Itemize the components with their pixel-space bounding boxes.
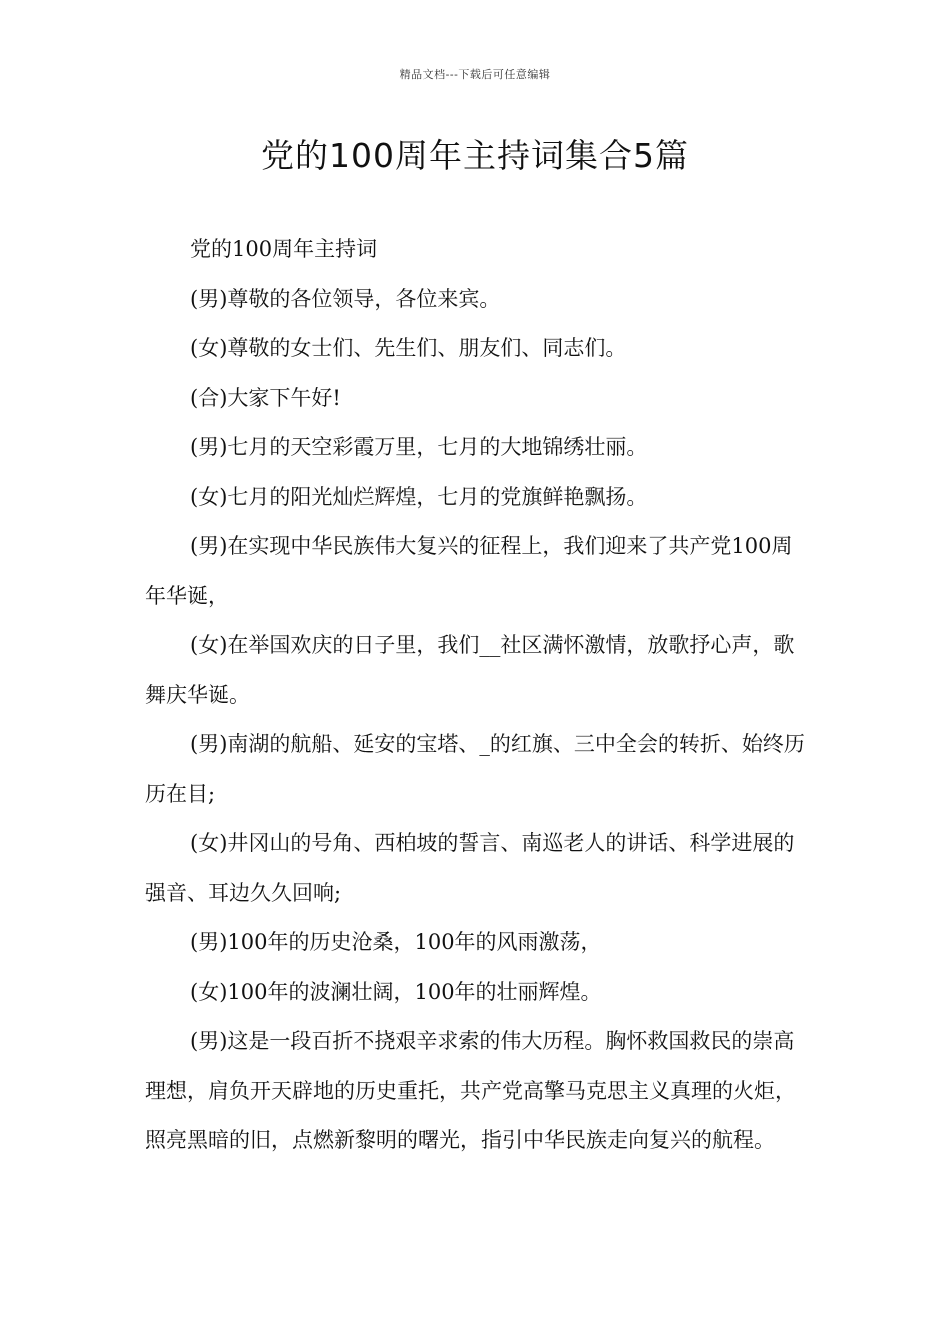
header-note: 精品文档---下载后可任意编辑 (399, 68, 551, 81)
document-title: 党的100周年主持词集合5篇 (261, 136, 689, 175)
body-paragraph: (男)100年的历史沧桑，100年的风雨激荡， (190, 930, 602, 954)
body-paragraph: (男)这是一段百折不挠艰辛求索的伟大历程。胸怀救国救民的崇高理想，肩负开天辟地的历史重托，共产党高擎马克思主义真理的火炬，照亮黑暗的旧，点燃新黎明的曙光，指引中华民族走向复兴的航程。 (145, 1029, 796, 1152)
body-paragraph: (男)尊敬的各位领导，各位来宾。 (190, 286, 501, 311)
body-paragraph: (男)七月的天空彩霞万里，七月的大地锦绣壮丽。 (190, 435, 648, 459)
body-paragraph: (合)大家下午好! (190, 385, 341, 410)
body-paragraph: (女)100年的波澜壮阔，100年的壮丽辉煌。 (190, 979, 602, 1004)
document-body (145, 225, 810, 1166)
body-paragraph: (女)在举国欢庆的日子里，我们__社区满怀激情，放歌抒心声，歌舞庆华诞。 (145, 633, 795, 707)
body-paragraph: (女)尊敬的女士们、先生们、朋友们、同志们。 (190, 336, 627, 360)
body-paragraph: (男)南湖的航船、延安的宝塔、_的红旗、三中全会的转折、始终历历在目; (145, 732, 805, 806)
body-paragraph: (女)七月的阳光灿烂辉煌，七月的党旗鲜艳飘扬。 (190, 484, 648, 509)
body-paragraph: 党的100周年主持词 (190, 237, 378, 261)
body-paragraph: (女)井冈山的号角、西柏坡的誓言、南巡老人的讲话、科学进展的强音、耳边久久回响; (145, 831, 795, 905)
body-paragraph: (男)在实现中华民族伟大复兴的征程上，我们迎来了共产党100周年华诞， (145, 534, 793, 608)
